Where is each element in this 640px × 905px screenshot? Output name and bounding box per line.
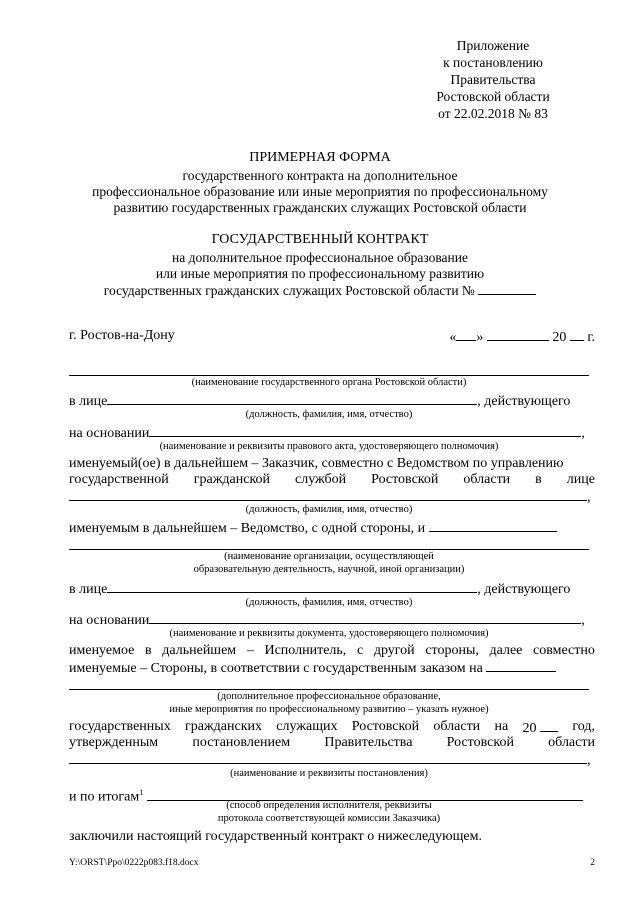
label-results: и по итогам — [69, 789, 140, 805]
service-person-field — [69, 488, 587, 501]
basis-field — [149, 424, 581, 437]
sample-form-line: государственного контракта на дополнительное — [182, 168, 458, 183]
caption-dpo: иные мероприятия по профессиональному развитию – указать нужное) — [169, 704, 489, 715]
label-in-person: в лице — [69, 394, 108, 409]
file-path: Y:\ORST\Ppo\0222p083.f18.docx — [69, 858, 199, 868]
word: области — [433, 719, 481, 734]
word: Правительства — [324, 735, 413, 750]
word: с — [356, 643, 364, 658]
footnote-mark: 1 — [139, 788, 144, 797]
caption-position: (должность, фамилия, имя, отчество) — [245, 504, 413, 515]
department-text: именуемым в дальнейшем – Ведомство, с одной стороны, и — [69, 521, 426, 536]
order-field — [486, 659, 556, 672]
contract-number-field — [478, 282, 536, 295]
caption-organization: образовательную деятельность, научной, иной организации) — [193, 564, 465, 575]
comma: , — [581, 426, 585, 441]
concluded-text: заключили настоящий государственный контракт о нижеследующем. — [69, 829, 482, 844]
date-quote-open: « — [449, 330, 457, 345]
comma: , — [587, 490, 591, 505]
page-footer — [69, 858, 595, 868]
sample-form-line: профессиональное образование или иные мероприятия по профессиональному — [92, 184, 548, 199]
basis-field-2 — [149, 611, 581, 624]
approved-row — [69, 735, 595, 751]
word: дальнейшем — [162, 643, 237, 658]
word: Исполнитель, — [264, 643, 347, 658]
caption-position: (должность, фамилия, имя, отчество) — [245, 409, 413, 420]
label-acting: , действующего — [477, 582, 571, 597]
comma: , — [587, 753, 591, 768]
organ-line — [69, 375, 589, 376]
executor-row — [69, 643, 595, 659]
resolution-row — [69, 751, 595, 769]
word: – — [246, 643, 254, 658]
year-suffix: г. — [587, 330, 595, 345]
word: государственных — [69, 719, 171, 734]
word: совместно — [533, 643, 595, 658]
date-field — [449, 328, 595, 346]
in-person-row-2 — [69, 580, 595, 598]
results-field — [147, 788, 583, 801]
contract-line: на дополнительное профессиональное образование — [172, 250, 468, 265]
parties-row — [69, 659, 595, 677]
caption-method: (способ определения исполнителя, реквизиты — [226, 800, 432, 811]
word: именуемое — [69, 643, 135, 658]
day-field — [456, 328, 476, 341]
word: лице — [566, 472, 595, 487]
in-person-row — [69, 392, 595, 410]
month-field — [487, 328, 549, 341]
label-on-basis: на основании — [69, 613, 150, 628]
appendix-line: Приложение — [456, 38, 530, 53]
word: далее — [489, 643, 523, 658]
word: в — [145, 643, 152, 658]
word: постановлением — [192, 735, 291, 750]
customer-text: именуемый(ое) в дальнейшем – Заказчик, совместно с Ведомством по управлению — [69, 456, 564, 471]
word: области — [463, 472, 511, 487]
caption-organization: (наименование организации, осуществляющей — [224, 551, 434, 562]
word: стороны, — [425, 643, 479, 658]
city: г. Ростов-на-Дону — [69, 328, 175, 343]
appendix-line: к постановлению — [443, 55, 543, 70]
word: на — [494, 719, 509, 734]
word: гражданской — [193, 472, 271, 487]
year-field — [570, 328, 584, 341]
word: год, — [572, 719, 595, 734]
caption-method: протокола соответствующей комиссии Заказчика) — [217, 813, 441, 824]
plan-year-field — [540, 719, 558, 732]
label-in-person: в лице — [69, 582, 108, 597]
appendix-line: Правительства — [450, 72, 536, 87]
date-quote-close: » — [476, 330, 484, 345]
sample-form-heading: ПРИМЕРНАЯ ФОРМА — [249, 150, 391, 165]
customer-row — [69, 456, 595, 472]
word: Ростовской — [371, 472, 439, 487]
appendix-block — [403, 37, 583, 122]
organization-field — [429, 519, 557, 532]
caption-resolution: (наименование и реквизиты постановления) — [230, 768, 428, 779]
caption-legal-act: (наименование и реквизиты правового акта, удостоверяющего полномочия) — [159, 441, 499, 452]
year-prefix: 20 — [522, 721, 537, 736]
organization-line — [69, 549, 589, 550]
appendix-line: от 22.02.2018 № 83 — [438, 106, 548, 121]
department-row — [69, 519, 595, 537]
comma: , — [581, 613, 585, 628]
service-row — [69, 472, 595, 488]
word: в — [535, 472, 542, 487]
person-field — [107, 392, 477, 405]
caption-document: (наименование и реквизиты документа, удостоверяющего полномочия) — [169, 628, 489, 639]
concluded-row — [69, 829, 595, 845]
word: другой — [373, 643, 415, 658]
label-acting: , действующего — [477, 394, 571, 409]
sample-form-line: развитию государственных гражданских служащих Ростовской области — [113, 200, 527, 215]
parties-text: именуемые – Стороны, в соответствии с государственным заказом на — [69, 661, 483, 676]
word: утвержденным — [69, 735, 159, 750]
label-on-basis: на основании — [69, 426, 150, 441]
appendix-line: Ростовской области — [436, 89, 550, 104]
word: государственной — [69, 472, 169, 487]
caption-organ: (наименование государственного органа Ростовской области) — [191, 377, 467, 388]
resolution-field — [69, 751, 587, 764]
caption-dpo: (дополнительное профессиональное образование, — [217, 691, 441, 702]
dpo-line — [69, 689, 589, 690]
basis-row-2 — [69, 611, 595, 629]
word: Ростовской — [446, 735, 514, 750]
contract-number-line — [40, 282, 600, 299]
word: Ростовской — [351, 719, 420, 734]
place-date-row — [69, 328, 595, 346]
word: гражданских — [185, 719, 262, 734]
word: служащих — [276, 719, 338, 734]
contract-heading: ГОСУДАРСТВЕННЫЙ КОНТРАКТ — [211, 232, 429, 247]
caption-position: (должность, фамилия, имя, отчество) — [245, 597, 413, 608]
word: службой — [295, 472, 347, 487]
person-field-2 — [107, 580, 477, 593]
basis-row — [69, 424, 595, 442]
page-number: 2 — [590, 858, 595, 868]
word: области — [548, 735, 595, 750]
contract-line: или иные мероприятия по профессиональному развитию — [155, 266, 485, 281]
year-prefix: 20 — [552, 330, 567, 345]
contract-last-line: государственных гражданских служащих Ростовской области № — [103, 283, 475, 298]
